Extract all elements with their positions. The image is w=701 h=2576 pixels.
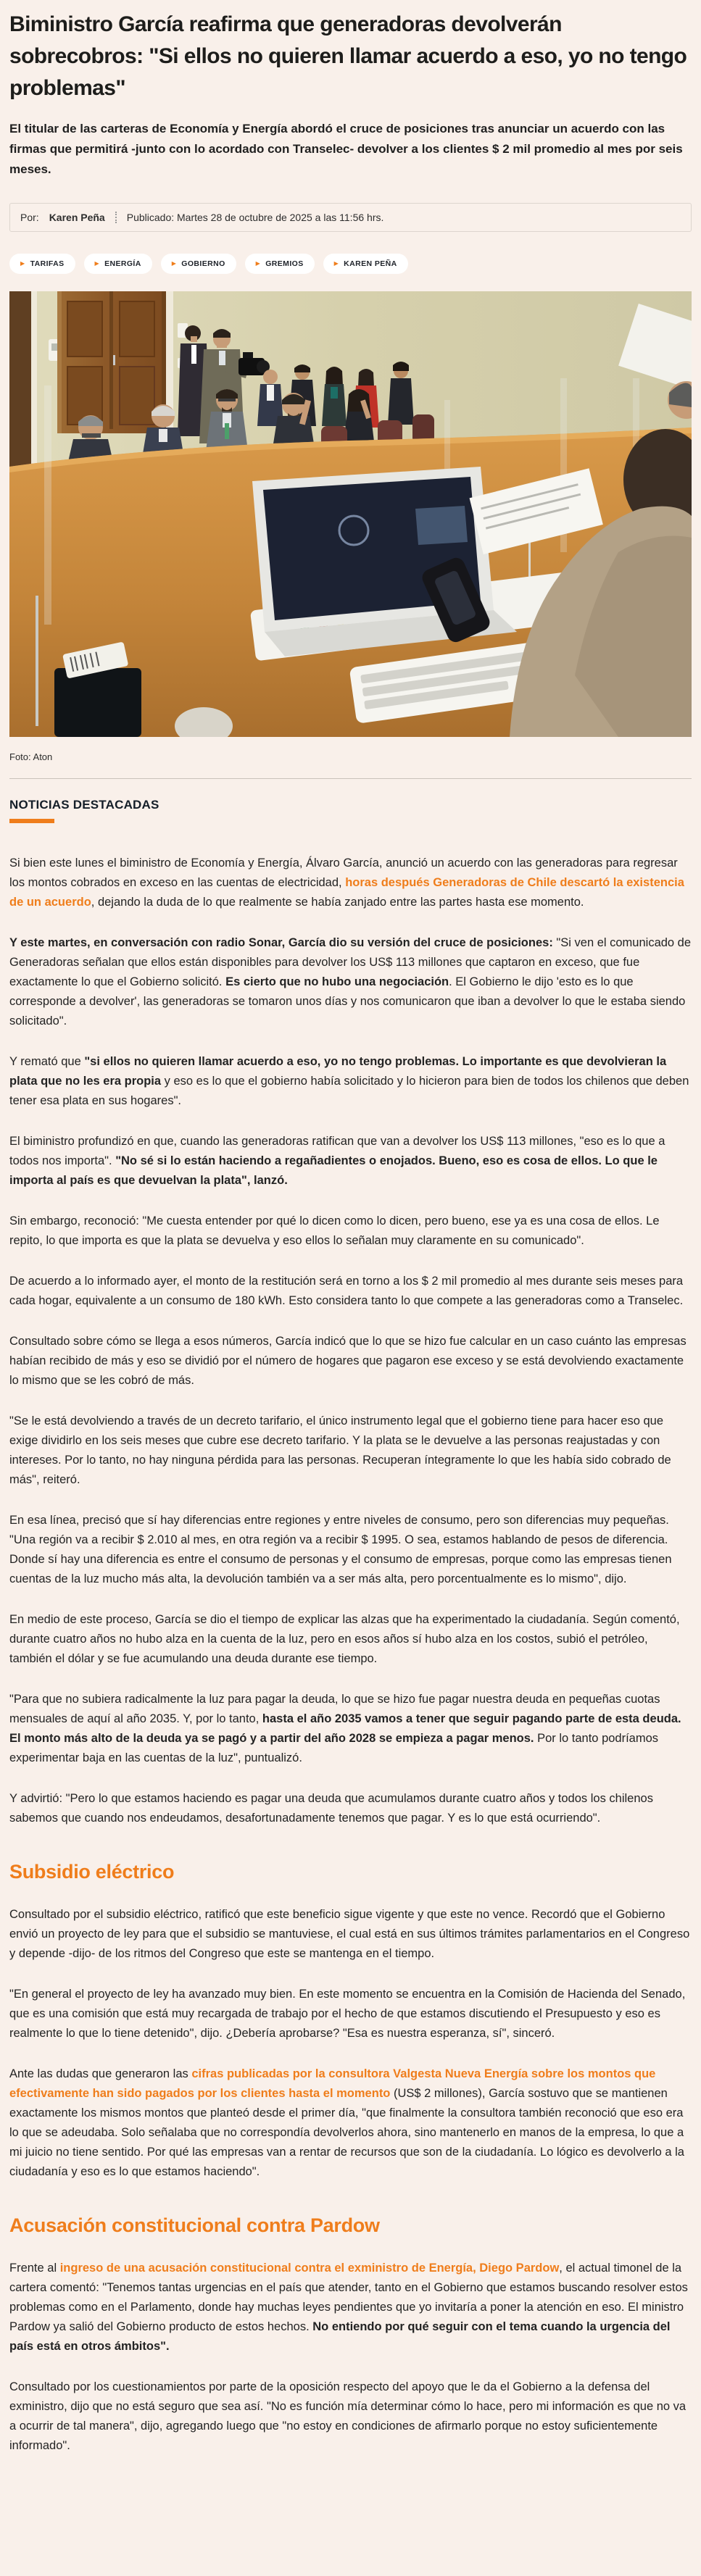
text-run: Y este martes, en conversación con radio Sonar, García dio su versión del cruce de posiciones: [9, 936, 557, 949]
tag-arrow-icon: ▶ [333, 260, 339, 267]
text-run: "Para que no subiera radicalmente la luz para pagar la deuda, lo que se hizo fue pagar nuestra deuda en pequeñas cuotas mensuales de aquí al año 2035. Y, por lo tanto, [9, 1693, 660, 1725]
tag-energía[interactable] [84, 254, 152, 274]
article-paragraph [9, 2064, 692, 2182]
tag-tarifas[interactable] [9, 254, 75, 274]
byline-box [9, 203, 692, 232]
article-body [9, 854, 692, 2456]
text-run: Frente al [9, 2262, 60, 2275]
tag-arrow-icon: ▶ [20, 260, 25, 267]
text-run: "No sé si lo están haciendo a regañadientes o enojados. Bueno, eso es cosa de ellos. Lo que le importa al país es que devuelvan la plata", lanzó. [9, 1154, 658, 1187]
text-run: "Se le está devolviendo a través de un decreto tarifario, el único instrumento legal que el gobierno tiene para hacer eso que exige dividirlo en los seis meses que cubre ese decreto tarifario. Y la plata se le devuelve a las personas reajustadas y con intereses. Por lo tanto, no hay ninguna pérdida para las personas. Recuperan íntegramente lo que les había sido cobrado de más", reiteró. [9, 1414, 671, 1486]
text-run: Y remató que [9, 1055, 85, 1068]
text-run: Si bien este lunes el biministro de Economía y Energía, Álvaro García, anunció un acuerdo con las generadoras para regresar los montos cobrados en exceso en las cuentas de electricidad, [9, 856, 678, 889]
section-label-accent-bar [9, 819, 54, 823]
text-run: Consultado sobre cómo se llega a esos números, García indicó que lo que se hizo fue calcular en un caso cuánto las empresas habían recibido de más y eso se dividió por el número de hogares que pagaron ese exceso y se está devolviendo exactamente lo mismo que se les cobró de más. [9, 1335, 687, 1387]
divider [9, 778, 692, 779]
text-run: Consultado por el subsidio eléctrico, ratificó que este beneficio sigue vigente y que este no vence. Recordó que el Gobierno envió un proyecto de ley para que el subsidio se mantuviese, el cual está en sus últimos trámites parlamentarios en el Congreso y depende -dijo- de los ritmos del Congreso que este se mantenga en el tiempo. [9, 1908, 690, 1960]
section-heading: Subsidio eléctrico [9, 1861, 175, 1883]
tag-label: KAREN PEÑA [344, 259, 397, 268]
article-paragraph [9, 854, 692, 912]
article-paragraph [9, 933, 692, 1031]
inline-link[interactable]: horas después Generadoras de Chile descartó la existencia de un acuerdo [9, 876, 684, 909]
byline-separator-icon [115, 212, 117, 223]
tag-list [9, 254, 692, 274]
inline-link[interactable]: ingreso de una acusación constitucional contra el exministro de Energía, Diego Pardow [59, 2262, 560, 2275]
text-run: "Si ven el comunicado de Generadoras señalan que ellos están disponibles para devolver los US$ 113 millones que captaron en exceso, que fue exactamente lo que el Gobierno solicitó. [9, 936, 692, 988]
text-run: Consultado por los cuestionamientos por parte de la oposición respecto del apoyo que le da el Gobierno a la defensa del exministro, dijo que no está seguro que sea así. "No es función mía determinar cómo lo hace, pero mi información es que no va a ocurrir de tal manera", dijo, agregando luego que "no estoy en condiciones de afirmarlo porque no estoy suficientemente informado". [9, 2380, 687, 2452]
article-paragraph [9, 1789, 692, 1828]
article-paragraph [9, 1610, 692, 1669]
article-paragraph [9, 2377, 692, 2456]
text-run: "En general el proyecto de ley ha avanzado muy bien. En este momento se encuentra en la Comisión de Hacienda del Senado, que es una comisión que está muy recargada de trabajo por el hecho de que estamos discutiendo el Presupuesto y eso es realmente lo que lo tiene detenido", dijo. ¿Debería aprobarse? "Esa es nuestra esperanza, sí", sinceró. [9, 1988, 686, 2040]
tag-gobierno[interactable] [161, 254, 236, 274]
published-date: Publicado: Martes 28 de octubre de 2025 a las 11:56 hrs. [126, 212, 384, 223]
article-paragraph [9, 1690, 692, 1768]
tag-label: TARIFAS [30, 259, 65, 268]
author-name: Karen Peña [49, 212, 105, 223]
text-run: En esa línea, precisó que sí hay diferencias entre regiones y entre niveles de consumo, pero son diferencias muy pequeñas. "Una región va a recibir $ 2.010 al mes, en otra región va a recibir $ 1995. O sea, estamos hablando de pesos de diferencia. Donde sí hay una diferencia es entre el consumo de personas y el consumo de empresas, porque como las empresas tienen cuentas de la luz mucho más alta, la devolución también va a ser más alta, pero porcentualmente es lo mismo", dijo. [9, 1514, 672, 1585]
text-run: "si ellos no quieren llamar acuerdo a eso, yo no tengo problemas. Lo importante es que devolvieran la plata que no les era propia [9, 1055, 667, 1088]
byline-label: Por: [20, 212, 39, 223]
tag-label: ENERGÍA [104, 259, 141, 268]
article-paragraph [9, 1985, 692, 2043]
tag-gremios[interactable] [245, 254, 315, 274]
tag-arrow-icon: ▶ [255, 260, 261, 267]
article-paragraph [9, 1412, 692, 1490]
text-run: y eso es lo que el gobierno había solicitado y lo hicieron para bien de todos los chilenos que deben tener esa plata en sus hogares". [9, 1075, 689, 1107]
inline-link[interactable]: cifras publicadas por la consultora Valgesta Nueva Energía sobre los montos que efectivamente han sido pagados por los clientes hasta el momento [9, 2067, 656, 2100]
text-run: De acuerdo a lo informado ayer, el monto de la restitución será en torno a los $ 2 mil promedio al mes durante seis meses para cada hogar, equivalente a un consumo de 180 kWh. Esto considera tanto lo que compete a las generadoras como a Transelec. [9, 1275, 684, 1307]
page-title: Biministro García reafirma que generadoras devolverán sobrecobros: "Si ellos no quieren llamar acuerdo a eso, yo no tengo problemas" [9, 12, 687, 100]
photo-caption: Foto: Aton [9, 751, 53, 762]
tag-arrow-icon: ▶ [171, 260, 177, 267]
meeting-photo-illustration [9, 291, 692, 737]
text-run: . El Gobierno le dijo 'esto es lo que corresponde a devolver', las generadoras se tomaron unos días y nos comunicaron que iban a devolver lo que le estaba siendo solicitado". [9, 975, 686, 1028]
text-run: Por lo tanto podríamos experimentar baja en las cuentas de la luz", puntualizó. [9, 1732, 659, 1764]
section-header [9, 798, 692, 823]
text-run: Es cierto que no hubo una negociación [225, 975, 449, 988]
article-lead: El titular de las carteras de Economía y Energía abordó el cruce de posiciones tras anunciar un acuerdo con las firmas que permitirá -junto con lo acordado con Transelec- devolver a los clientes $ 2 mil promedio al mes por seis meses. [9, 122, 683, 176]
tag-label: GREMIOS [265, 259, 304, 268]
text-run: El biministro profundizó en que, cuando las generadoras ratifican que van a devolver los US$ 113 millones, "eso es lo que a todos nos importa". [9, 1135, 665, 1167]
article-paragraph [9, 1332, 692, 1391]
text-run: En medio de este proceso, García se dio el tiempo de explicar las alzas que ha experimentado la ciudadanía. Según comentó, durante cuatro años no hubo alza en la cuenta de la luz, pero en esos años sí hubo alza en los costos, subió el petróleo, también el dólar y se fue acumulando una deuda durante ese tiempo. [9, 1613, 680, 1665]
section-heading: Acusación constitucional contra Pardow [9, 2214, 380, 2236]
text-run: Sin embargo, reconoció: "Me cuesta entender por qué lo dicen como lo dicen, pero bueno, ese ya es una cosa de ellos. Le repito, lo que importa es que la plata se devuelva y eso ellos lo señalan muy claramente en su comunicado". [9, 1214, 660, 1247]
article-paragraph [9, 1212, 692, 1251]
tag-karen-peña[interactable] [323, 254, 408, 274]
article-paragraph [9, 1132, 692, 1191]
tag-label: GOBIERNO [181, 259, 225, 268]
article-paragraph [9, 1052, 692, 1111]
article-paragraph [9, 1905, 692, 1964]
text-run: , dejando la duda de lo que realmente se había zanjado entre las partes hasta ese momento. [91, 896, 584, 909]
text-run: Y advirtió: "Pero lo que estamos haciendo es pagar una deuda que acumulamos durante cuatro años y todos los chilenos sabemos que cuando nos endeudamos, desafortunadamente tenemos que pagar. Y es lo que está ocurriendo". [9, 1792, 653, 1825]
text-run: , el actual timonel de la cartera comentó: "Tenemos tantas urgencias en el país que atender, tanto en el Gobierno que estamos buscando resolver estos problemas como en el Parlamento, donde hay muchas leyes pendientes que yo invitaría a poner la atención en eso. El ministro Pardow ya salió del Gobierno producto de estos hechos. [9, 2262, 688, 2333]
text-run: No entiendo por qué seguir con el tema cuando la urgencia del país está en otros ámbitos". [9, 2320, 671, 2353]
tag-arrow-icon: ▶ [94, 260, 100, 267]
section-label: NOTICIAS DESTACADAS [9, 798, 159, 812]
article-photo [9, 291, 692, 737]
article-paragraph [9, 1511, 692, 1589]
text-run: hasta el año 2035 vamos a tener que seguir pagando parte de esta deuda. El monto más alto de la deuda ya se pagó y a partir del año 2028 se empieza a pagar menos. [9, 1712, 681, 1745]
article-paragraph [9, 2259, 692, 2356]
article-paragraph [9, 1272, 692, 1311]
text-run: Ante las dudas que generaron las [9, 2067, 192, 2080]
text-run: (US$ 2 millones), García sostuvo que se mantienen exactamente los mismos montos que planteó desde el primer día, "que finalmente la consultora también reconoció que eso era lo que se adeudaba. Solo señalaba que no correspondía devolverlos ahora, sino mantenerlo en manos de la empresa, lo que a mi juicio no tiene sentido. Por qué las empresas van a rentar de recursos que son de la ciudadanía. Lo lógico es devolverlo a la ciudadanía y eso es lo que estamos haciendo". [9, 2087, 684, 2178]
